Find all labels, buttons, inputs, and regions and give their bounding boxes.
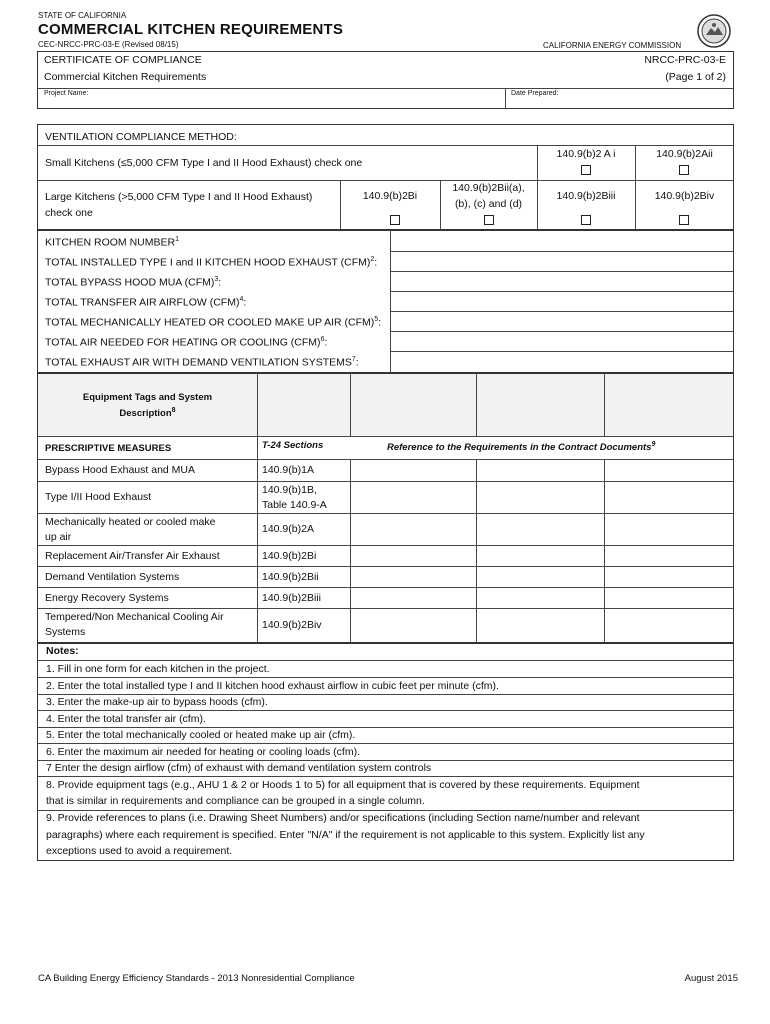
certificate-subtitle: Commercial Kitchen Requirements (44, 71, 207, 83)
note-4: 4. Enter the total transfer air (cfm). (46, 713, 206, 725)
footer-standards: CA Building Energy Efficiency Standards - 2013 Nonresidential Compliance (38, 973, 355, 984)
total-makeup-air-label: TOTAL MECHANICALLY HEATED OR COOLED MAKE UP AIR (CFM)$^5$: (45, 316, 382, 329)
measure-name: Mechanically heated or cooled make (45, 516, 216, 528)
note-6: 6. Enter the maximum air needed for heating or cooling loads (cfm). (46, 746, 360, 758)
footer-date: August 2015 (684, 973, 738, 984)
option-2biii-label: 140.9(b)2Biii (556, 190, 616, 202)
equipment-tags-sublabel: Description$^8$ (119, 407, 176, 420)
total-demand-exhaust-input[interactable] (391, 352, 733, 372)
option-2bi-label: 140.9(b)2Bi (362, 190, 418, 202)
equipment-tag-cell-3[interactable] (477, 374, 604, 436)
small-kitchens-label: Small Kitchens (≤5,000 CFM Type I and II Hood Exhaust) check one (45, 157, 363, 169)
equipment-tag-cell-2[interactable] (351, 374, 476, 436)
total-heating-cooling-label: TOTAL AIR NEEDED FOR HEATING OR COOLING (CFM)$^6$: (45, 336, 328, 349)
total-heating-cooling-input[interactable] (391, 332, 733, 351)
equipment-tags-label: Equipment Tags and System (82, 392, 213, 403)
commission-label: CALIFORNIA ENERGY COMMISSION (543, 41, 682, 50)
note-9-continued: paragraphs) where each requirement is specified. Enter "N/A" if the requirement is not applicable to this system. Explicitly list any (46, 829, 645, 841)
total-hood-exhaust-input[interactable] (391, 252, 733, 271)
total-bypass-mua-input[interactable] (391, 272, 733, 291)
form-id: NRCC-PRC-03-E (644, 54, 726, 66)
note-1: 1. Fill in one form for each kitchen in the project. (46, 663, 270, 675)
measure-name: Demand Ventilation Systems (45, 571, 180, 583)
form-title: COMMERCIAL KITCHEN REQUIREMENTS (38, 21, 344, 38)
ventilation-heading: VENTILATION COMPLIANCE METHOD: (45, 131, 237, 143)
measure-name: Type I/II Hood Exhaust (45, 491, 152, 503)
option-2aii-checkbox[interactable] (679, 165, 689, 175)
option-2biii-checkbox[interactable] (581, 215, 591, 225)
measure-name: Bypass Hood Exhaust and MUA (45, 464, 195, 476)
measure-name: Replacement Air/Transfer Air Exhaust (45, 550, 220, 562)
page-number: (Page 1 of 2) (665, 71, 726, 83)
certificate-title: CERTIFICATE OF COMPLIANCE (44, 54, 202, 66)
option-2bii-sublabel: (b), (c) and (d) (454, 198, 523, 210)
option-2bii-label: 140.9(b)2Bii(a), (452, 182, 525, 194)
reference-input[interactable] (605, 460, 733, 481)
kitchen-room-number-input[interactable] (391, 231, 733, 251)
option-2biv-label: 140.9(b)2Biv (654, 190, 715, 202)
total-transfer-air-input[interactable] (391, 292, 733, 311)
prescriptive-measures-header: PRESCRIPTIVE MEASURES (45, 443, 172, 454)
equipment-tags-header (38, 374, 257, 436)
project-name-field[interactable] (37, 88, 505, 109)
option-2biv-checkbox[interactable] (679, 215, 689, 225)
notes-heading: Notes: (46, 645, 79, 657)
t24-sections-header: T-24 Sections (262, 440, 324, 451)
note-9-end: exceptions used to avoid a requirement. (46, 845, 233, 857)
measure-section: 140.9(b)2Bi (262, 550, 317, 562)
total-transfer-air-label: TOTAL TRANSFER AIR AIRFLOW (CFM)$^4$: (45, 296, 247, 309)
measure-section: 140.9(b)2A (262, 523, 314, 535)
measure-section: 140.9(b)2Biv (262, 619, 322, 631)
state-label: STATE OF CALIFORNIA (38, 11, 127, 20)
note-5: 5. Enter the total mechanically cooled or heated make up air (cfm). (46, 729, 356, 741)
state-seal-icon (697, 14, 731, 48)
measure-section-line2: Table 140.9-A (262, 499, 327, 511)
total-bypass-mua-label: TOTAL BYPASS HOOD MUA (CFM)$^3$: (45, 276, 222, 289)
reference-input[interactable] (477, 460, 604, 481)
measure-name: Energy Recovery Systems (45, 592, 169, 604)
note-7: 7 Enter the design airflow (cfm) of exhaust with demand ventilation system controls (46, 762, 432, 774)
total-demand-exhaust-label: TOTAL EXHAUST AIR WITH DEMAND VENTILATION SYSTEMS$^7$: (45, 356, 359, 369)
equipment-tag-cell-4[interactable] (605, 374, 733, 436)
note-9: 9. Provide references to plans (i.e. Drawing Sheet Numbers) and/or specifications (including Section name/number and relevant (46, 812, 640, 824)
option-2bii-checkbox[interactable] (484, 215, 494, 225)
kitchen-room-number-label: KITCHEN ROOM NUMBER$^1$ (45, 236, 179, 249)
equipment-tag-cell-1[interactable] (258, 374, 350, 436)
reference-input[interactable] (351, 460, 476, 481)
measure-section: 140.9(b)1B, (262, 484, 317, 496)
note-2: 2. Enter the total installed type I and II kitchen hood exhaust airflow in cubic feet per minute (cfm). (46, 680, 499, 692)
total-hood-exhaust-label: TOTAL INSTALLED TYPE I and II KITCHEN HOOD EXHAUST (CFM)$^2$: (45, 256, 378, 269)
measure-section: 140.9(b)2Biii (262, 592, 321, 604)
reference-header: Reference to the Requirements in the Contract Documents$^9$ (387, 441, 656, 454)
measure-name-line2: Systems (45, 626, 86, 638)
option-2ai-label: 140.9(b)2 A i (556, 148, 616, 160)
date-prepared-field[interactable] (506, 88, 734, 109)
note-3: 3. Enter the make-up air to bypass hoods (cfm). (46, 696, 268, 708)
measure-section: 140.9(b)1A (262, 464, 314, 476)
note-8-continued: that is similar in requirements and compliance can be grouped in a single column. (46, 795, 425, 807)
large-kitchens-sublabel: check one (45, 207, 93, 219)
measure-section: 140.9(b)2Bii (262, 571, 319, 583)
project-name-label: Project Name: (44, 90, 89, 97)
total-makeup-air-input[interactable] (391, 312, 733, 331)
measure-name: Tempered/Non Mechanical Cooling Air (45, 611, 224, 623)
large-kitchens-label: Large Kitchens (>5,000 CFM Type I and II Hood Exhaust) (45, 191, 313, 203)
measure-name-line2: up air (45, 531, 72, 543)
option-2ai-checkbox[interactable] (581, 165, 591, 175)
form-code: CEC-NRCC-PRC-03-E (Revised 08/15) (38, 40, 179, 49)
date-prepared-label: Date Prepared: (511, 90, 559, 97)
note-8: 8. Provide equipment tags (e.g., AHU 1 & 2 or Hoods 1 to 5) for all equipment that is covered by these requirements. Equipment (46, 779, 640, 791)
option-2aii-label: 140.9(b)2Aii (656, 148, 713, 160)
option-2bi-checkbox[interactable] (390, 215, 400, 225)
